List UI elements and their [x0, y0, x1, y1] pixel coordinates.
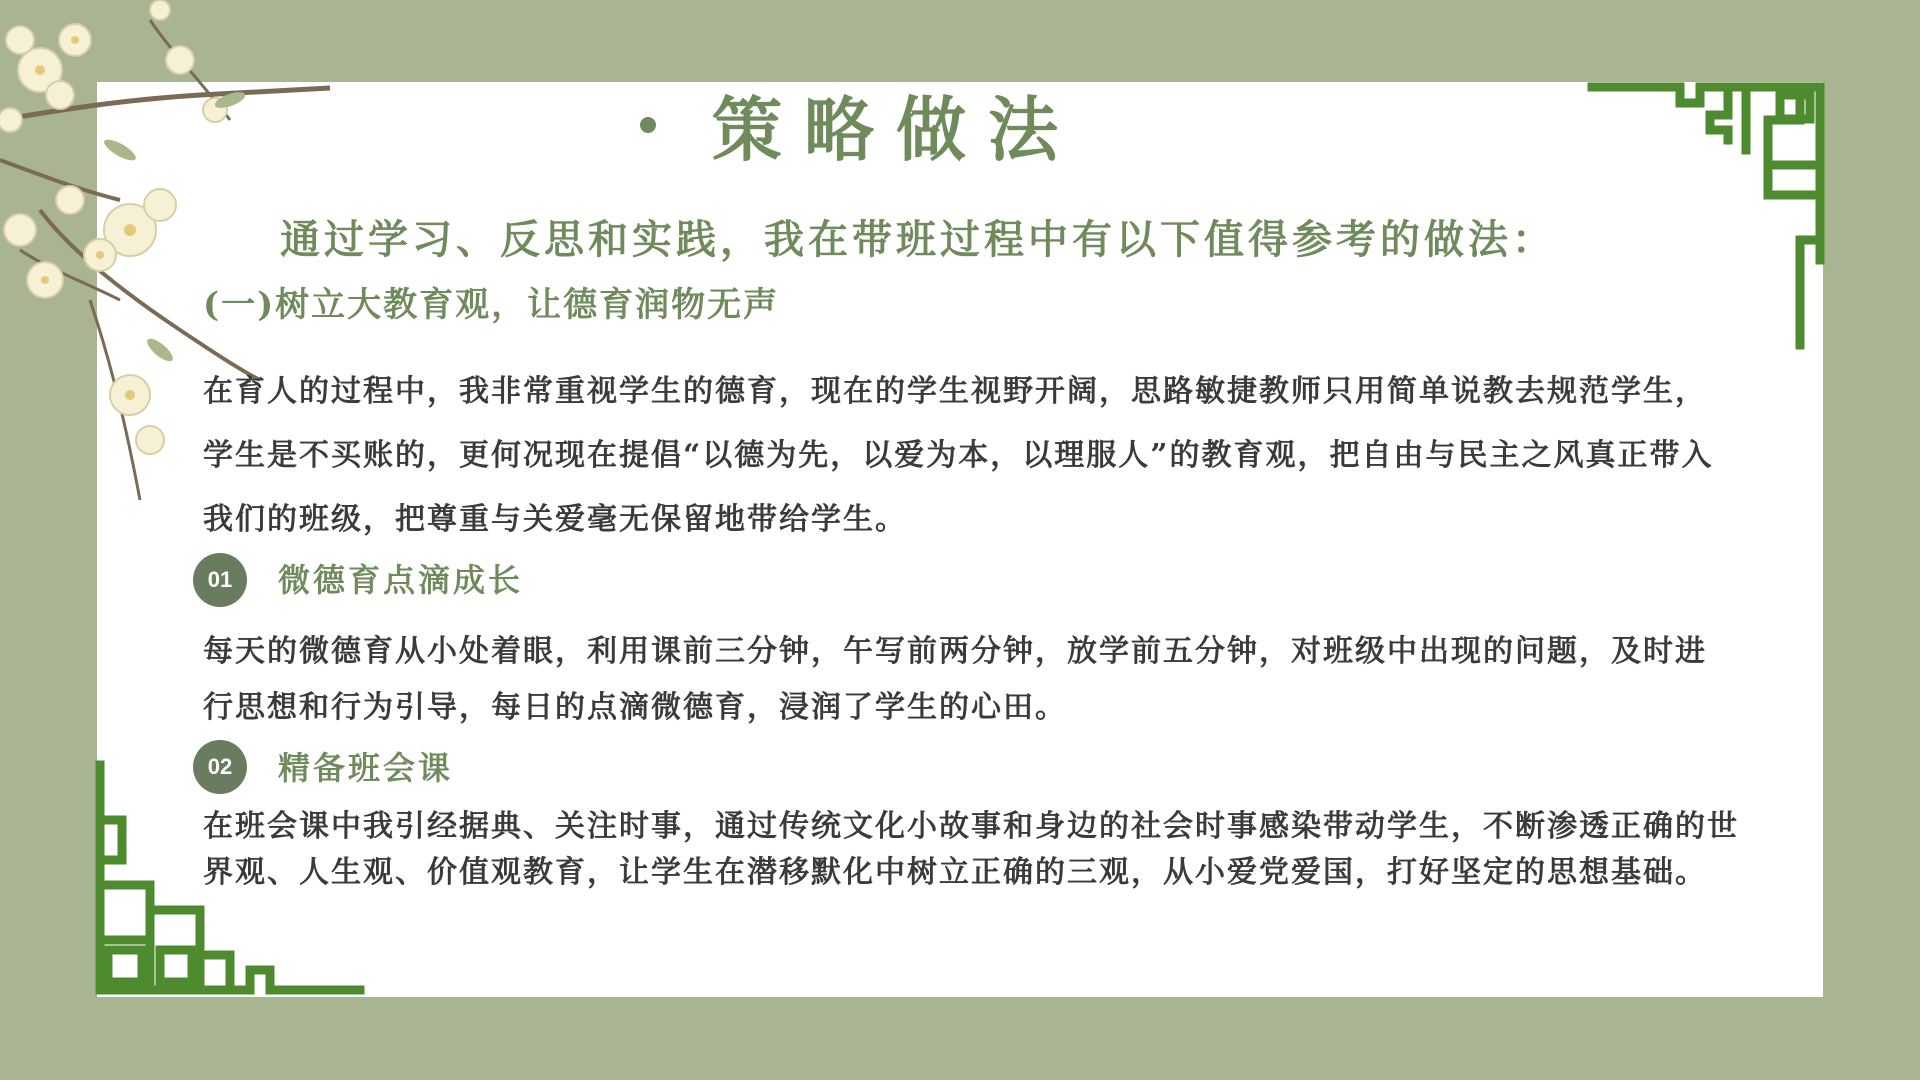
item-text: 每天的微德育从小处着眼，利用课前三分钟，午写前两分钟，放学前五分钟，对班级中出现的问题，及时进行思想和行为引导，每日的点滴微德育，浸润了学生的心田。 [203, 634, 1707, 725]
page-title-text: 策略做法 [712, 88, 1080, 171]
item-number-badge: 01 [193, 553, 247, 607]
intro-text: 通过学习、反思和实践，我在带班过程中有以下值得参考的做法： [280, 216, 1556, 263]
item-text: 在班会课中我引经据典、关注时事，通过传统文化小故事和身边的社会时事感染带动学生，不断渗透正确的世界观、人生观、价值观教育，让学生在潜移默化中树立正确的三观，从小爱党爱国，打好坚定的思想基础。 [203, 809, 1739, 890]
section-paragraph: 在育人的过程中，我非常重视学生的德育，现在的学生视野开阔，思路敏捷教师只用简单说教去规范学生，学生是不买账的，更何况现在提倡“以德为先，以爱为本，以理服人”的教育观，把自由与民主之风真正带入我们的班级，把尊重与关爱毫无保留地带给学生。 [203, 374, 1714, 537]
item-title: 微德育点滴成长 [278, 561, 524, 599]
item-number-badge: 02 [193, 740, 247, 794]
item-title: 精备班会课 [278, 749, 454, 787]
section-heading: (一)树立大教育观，让德育润物无声 [203, 285, 780, 325]
